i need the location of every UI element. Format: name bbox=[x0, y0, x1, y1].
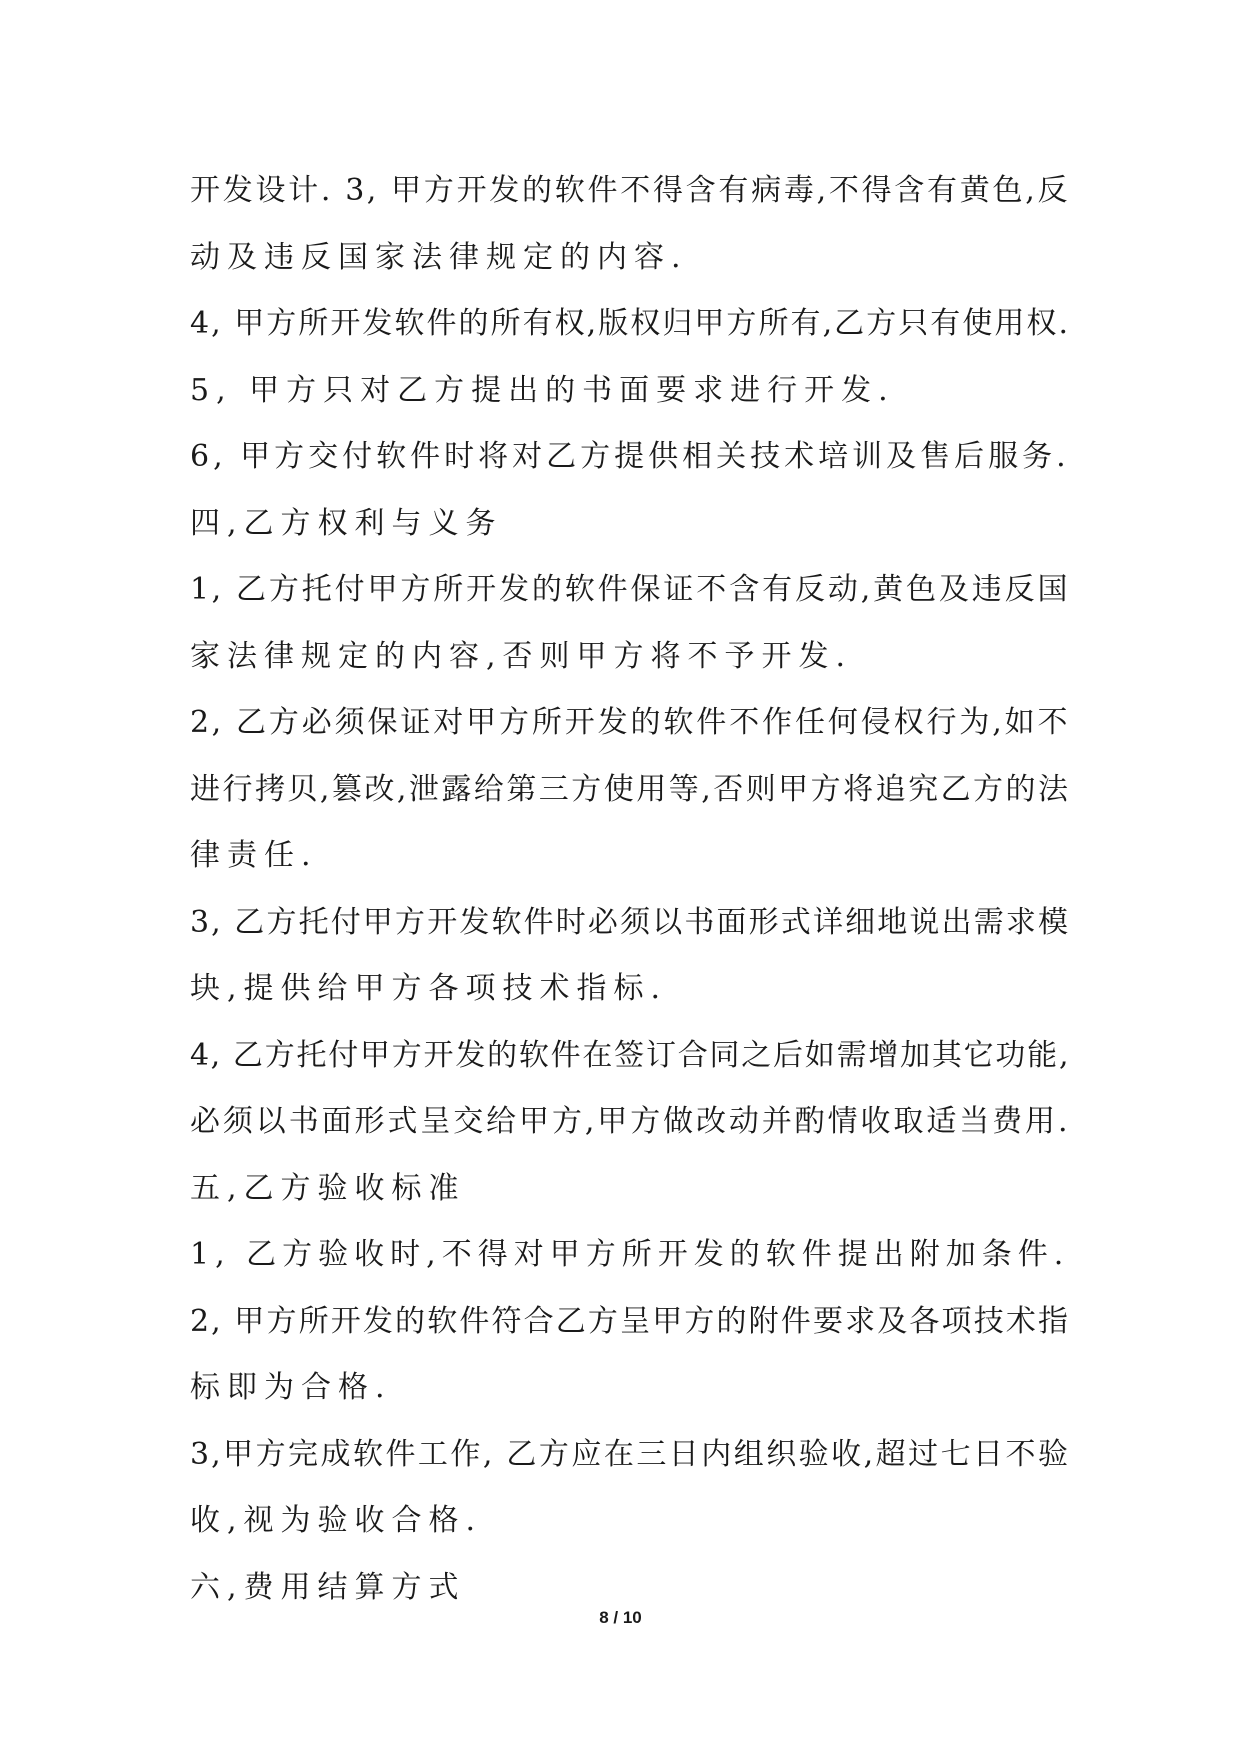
text-line: 2, 乙方必须保证对甲方所开发的软件不作任何侵权行为,如不 bbox=[190, 705, 1070, 740]
text-line: 4, 乙方托付甲方开发的软件在签订合同之后如需增加其它功能, bbox=[190, 1037, 1070, 1073]
page-number: 8 / 10 bbox=[599, 1608, 642, 1627]
text-line: 五,乙方验收标准 bbox=[190, 1170, 466, 1206]
text-line: 进行拷贝,篡改,泄露给第三方使用等,否则甲方将追究乙方的法 bbox=[190, 771, 1070, 807]
text-line: 标即为合格. bbox=[190, 1370, 392, 1405]
text-line: 开发设计. 3, 甲方开发的软件不得含有病毒,不得含有黄色,反 bbox=[190, 173, 1070, 208]
text-line: 四,乙方权利与义务 bbox=[190, 505, 503, 541]
text-line: 5, 甲方只对乙方提出的书面要求进行开发. bbox=[190, 372, 895, 408]
text-line: 块,提供给甲方各项技术指标. bbox=[190, 971, 668, 1006]
text-line: 六,费用结算方式 bbox=[190, 1569, 466, 1605]
text-line: 必须以书面形式呈交给甲方,甲方做改动并酌情收取适当费用. bbox=[190, 1104, 1070, 1139]
text-line: 4, 甲方所开发软件的所有权,版权归甲方所有,乙方只有使用权. bbox=[190, 306, 1070, 341]
text-line: 动及违反国家法律规定的内容. bbox=[190, 239, 688, 275]
text-line: 1, 乙方验收时,不得对甲方所开发的软件提出附加条件. bbox=[190, 1237, 1070, 1272]
text-line: 3,甲方完成软件工作, 乙方应在三日内组织验收,超过七日不验 bbox=[190, 1436, 1070, 1472]
text-line: 2, 甲方所开发的软件符合乙方呈甲方的附件要求及各项技术指 bbox=[190, 1303, 1070, 1339]
body-text bbox=[190, 158, 1070, 1621]
text-line: 3, 乙方托付甲方开发软件时必须以书面形式详细地说出需求模 bbox=[190, 904, 1070, 940]
text-line: 6, 甲方交付软件时将对乙方提供相关技术培训及售后服务. bbox=[190, 439, 1070, 474]
text-line: 律责任. bbox=[190, 838, 318, 873]
text-line: 家法律规定的内容,否则甲方将不予开发. bbox=[190, 638, 853, 674]
text-line: 收,视为验收合格. bbox=[190, 1503, 483, 1538]
text-line: 1, 乙方托付甲方所开发的软件保证不含有反动,黄色及违反国 bbox=[190, 572, 1070, 607]
